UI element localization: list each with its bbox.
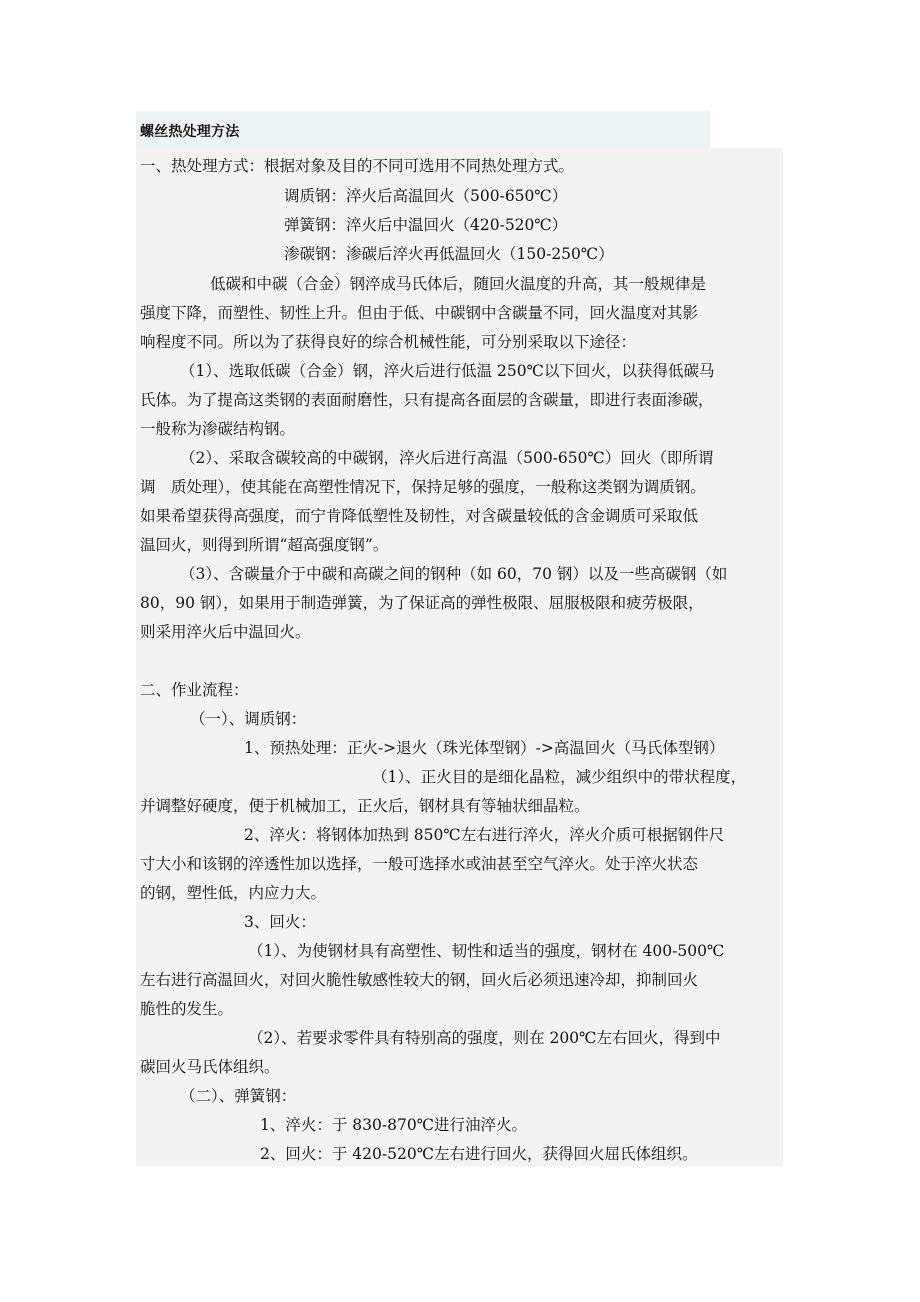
- paragraph-line: 氏体。为了提高这类钢的表面耐磨性，只有提高各面层的含碳量，即进行表面渗碳，: [140, 391, 714, 409]
- treatment-item: 弹簧钢：淬火后中温回火（420-520℃）: [284, 216, 568, 234]
- paragraph-line: （2）、采取含碳较高的中碳钢，淬火后进行高温（500-650℃）回火（即所谓: [180, 449, 714, 467]
- paragraph-line: （2）、若要求零件具有特别高的强度，则在 200℃左右回火，得到中: [248, 1029, 721, 1047]
- subsection-heading: （一）、调质钢：: [190, 710, 307, 728]
- paragraph-line: 3、回火：: [244, 913, 316, 931]
- section-heading: 二、作业流程：: [140, 681, 249, 699]
- paragraph-line: 1、淬火：于 830-870℃进行油淬火。: [260, 1116, 528, 1134]
- paragraph-line: （1）、为使钢材具有高塑性、韧性和适当的强度，钢材在 400-500℃: [248, 942, 725, 960]
- paragraph-line: 调 质处理），使其能在高塑性情况下，保持足够的强度，一般称这类钢为调质钢。: [140, 478, 706, 496]
- paragraph-line: 2、淬火：将钢体加热到 850℃左右进行淬火，淬火介质可根据钢件尺: [244, 826, 725, 844]
- paragraph-line: 如果希望获得高强度，而宁肯降低塑性及韧性，对含碳量较低的含金调质可采取低: [140, 507, 699, 525]
- title-bar: [136, 111, 710, 149]
- treatment-item: 调质钢：淬火后高温回火（500-650℃）: [284, 187, 568, 205]
- paragraph-line: 寸大小和该钢的淬透性加以选择，一般可选择水或油甚至空气淬火。处于淬火状态: [140, 855, 699, 873]
- document-body: [136, 148, 783, 1166]
- paragraph-line: 左右进行高温回火，对回火脆性敏感性较大的钢，回火后必须迅速冷却，抑制回火: [140, 971, 699, 989]
- paragraph-line: 温回火，则得到所谓“超高强度钢”。: [140, 536, 389, 554]
- paragraph-line: （1）、正火目的是细化晶粒，减少组织中的带状程度，: [372, 768, 747, 786]
- paragraph-line: 并调整好硬度，便于机械加工，正火后，钢材具有等轴状细晶粒。: [140, 797, 590, 815]
- paragraph-line: 碳回火马氏体组织。: [140, 1058, 280, 1076]
- paragraph-line: 的钢，塑性低，内应力大。: [140, 884, 327, 902]
- paragraph-line: （3）、含碳量介于中碳和高碳之间的钢种（如 60，70 钢）以及一些高碳钢（如: [180, 565, 728, 583]
- paragraph-line: 一般称为渗碳结构钢。: [140, 420, 296, 438]
- document-title: 螺丝热处理方法: [140, 124, 240, 140]
- paragraph-line: 80，90 钢），如果用于制造弹簧，为了保证高的弹性极限、屈服极限和疲劳极限，: [140, 594, 704, 612]
- paragraph-line: （1）、选取低碳（合金）钢，淬火后进行低温 250℃以下回火，以获得低碳马: [180, 362, 715, 380]
- paragraph-line: 响程度不同。所以为了获得良好的综合机械性能，可分别采取以下途径：: [140, 333, 637, 351]
- paragraph-line: 则采用淬火后中温回火。: [140, 623, 311, 641]
- treatment-item: 渗碳钢：渗碳后淬火再低温回火（150-250℃）: [284, 245, 614, 263]
- section-heading: 一、热处理方式：根据对象及目的不同可选用不同热处理方式。: [140, 157, 575, 175]
- paragraph-line: 脆性的发生。: [140, 1000, 234, 1018]
- paragraph-line: 1、预热处理：正火->退火（珠光体型钢）->高温回火（马氏体型钢）: [244, 739, 725, 757]
- paragraph-line: 低碳和中碳（合金）钢淬成马氏体后，随回火温度的升高，其一般规律是: [210, 275, 707, 293]
- paragraph-line: 2、回火：于 420-520℃左右进行回火，获得回火屈氏体组织。: [260, 1145, 698, 1163]
- subsection-heading: （二）、弹簧钢：: [180, 1087, 297, 1105]
- paragraph-line: 强度下降，而塑性、韧性上升。但由于低、中碳钢中含碳量不同，回火温度对其影: [140, 304, 699, 322]
